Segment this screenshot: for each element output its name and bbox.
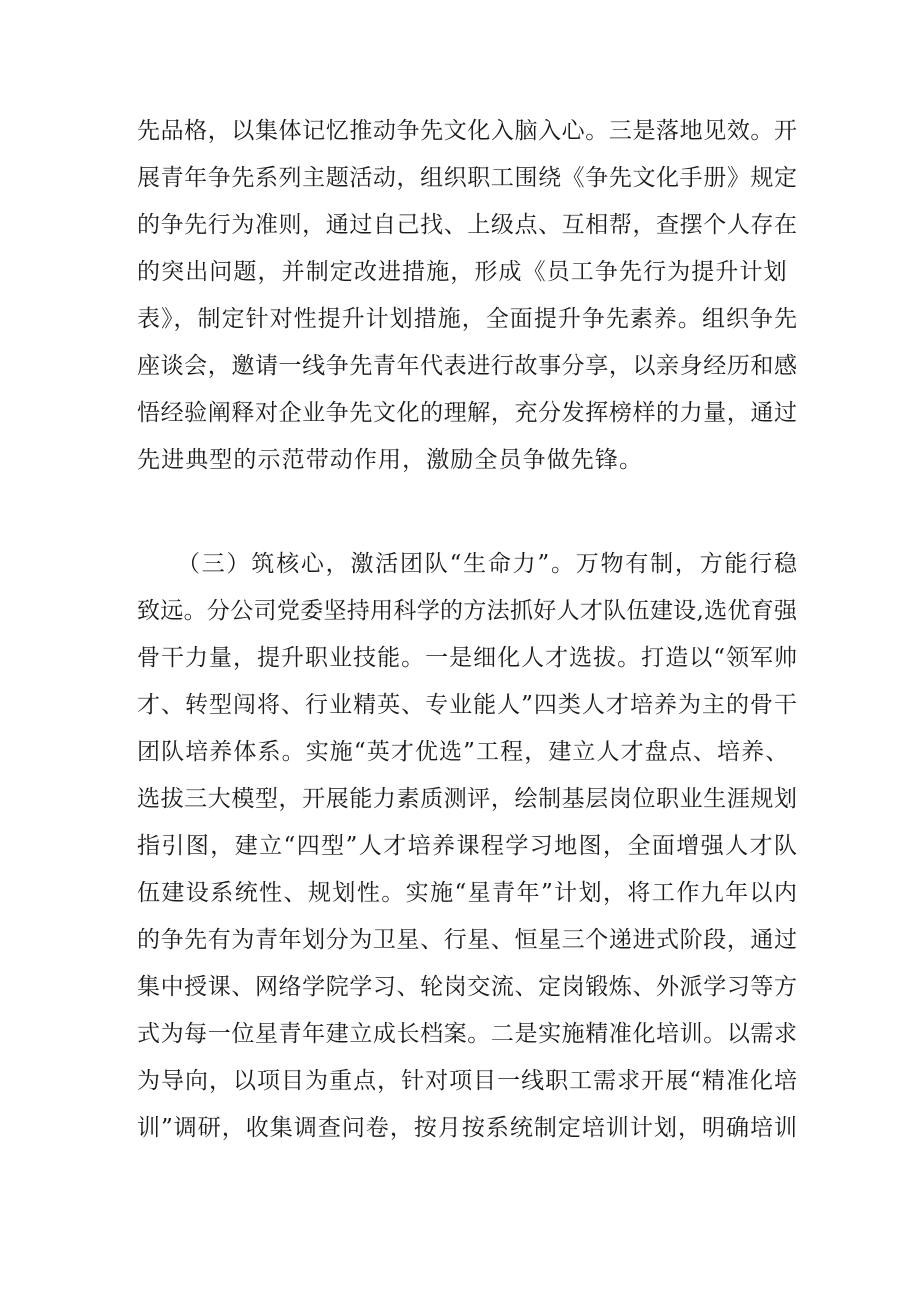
paragraph-2-first-line: （三）筑核心，激活团队“生命力”。万物有制，方能行稳: [177, 551, 797, 577]
paragraph-2-line: 选拔三大模型，开展能力素质测评，绘制基层岗位职业生涯规划: [137, 786, 797, 812]
paragraph-1-line: 的突出问题，并制定改进措施，形成《员工争先行为提升计划: [137, 259, 788, 285]
paragraph-1-line: 表》，制定针对性提升计划措施，全面提升争先素养。组织争先: [137, 306, 797, 332]
paragraph-1-line: 先品格，以集体记忆推动争先文化入脑入心。三是落地见效。开: [137, 118, 797, 144]
paragraph-1-line: 的争先行为准则，通过自己找、上级点、互相帮，查摆个人存在: [137, 212, 797, 238]
paragraph-1-line: 展青年争先系列主题活动，组织职工围绕《争先文化手册》规定: [137, 165, 797, 191]
paragraph-2-line: 指引图，建立“四型”人才培养课程学习地图，全面增强人才队: [137, 833, 797, 859]
paragraph-2-line: 式为每一位星青年建立成长档案。二是实施精准化培训。以需求: [137, 1021, 797, 1047]
paragraph-2-line: 的争先有为青年划分为卫星、行星、恒星三个递进式阶段，通过: [137, 927, 797, 953]
paragraph-2-line: 团队培养体系。实施“英才优选”工程，建立人才盘点、培养、: [137, 739, 790, 765]
paragraph-1-line: 座谈会，邀请一线争先青年代表进行故事分享，以亲身经历和感: [137, 353, 797, 379]
paragraph-1-line: 先进典型的示范带动作用，激励全员争做先锋。: [137, 447, 644, 473]
paragraph-2-line: 训”调研，收集调查问卷，按月按系统制定培训计划，明确培训: [137, 1115, 797, 1141]
paragraph-2-line: 集中授课、网络学院学习、轮岗交流、定岗锻炼、外派学习等方: [137, 974, 797, 1000]
paragraph-2-line: 伍建设系统性、规划性。实施“星青年”计划，将工作九年以内: [137, 880, 797, 906]
paragraph-2-line: 为导向，以项目为重点，针对项目一线职工需求开展“精准化培: [137, 1068, 797, 1094]
paragraph-2-line: 致远。分公司党委坚持用科学的方法抓好人才队伍建设,选优育强: [137, 598, 797, 624]
paragraph-2-line: 才、转型闯将、行业精英、专业能人”四类人才培养为主的骨干: [137, 692, 797, 718]
paragraph-2-line: 骨干力量，提升职业技能。一是细化人才选拔。打造以“领军帅: [137, 645, 797, 671]
paragraph-1-line: 悟经验阐释对企业争先文化的理解，充分发挥榜样的力量，通过: [137, 400, 797, 426]
